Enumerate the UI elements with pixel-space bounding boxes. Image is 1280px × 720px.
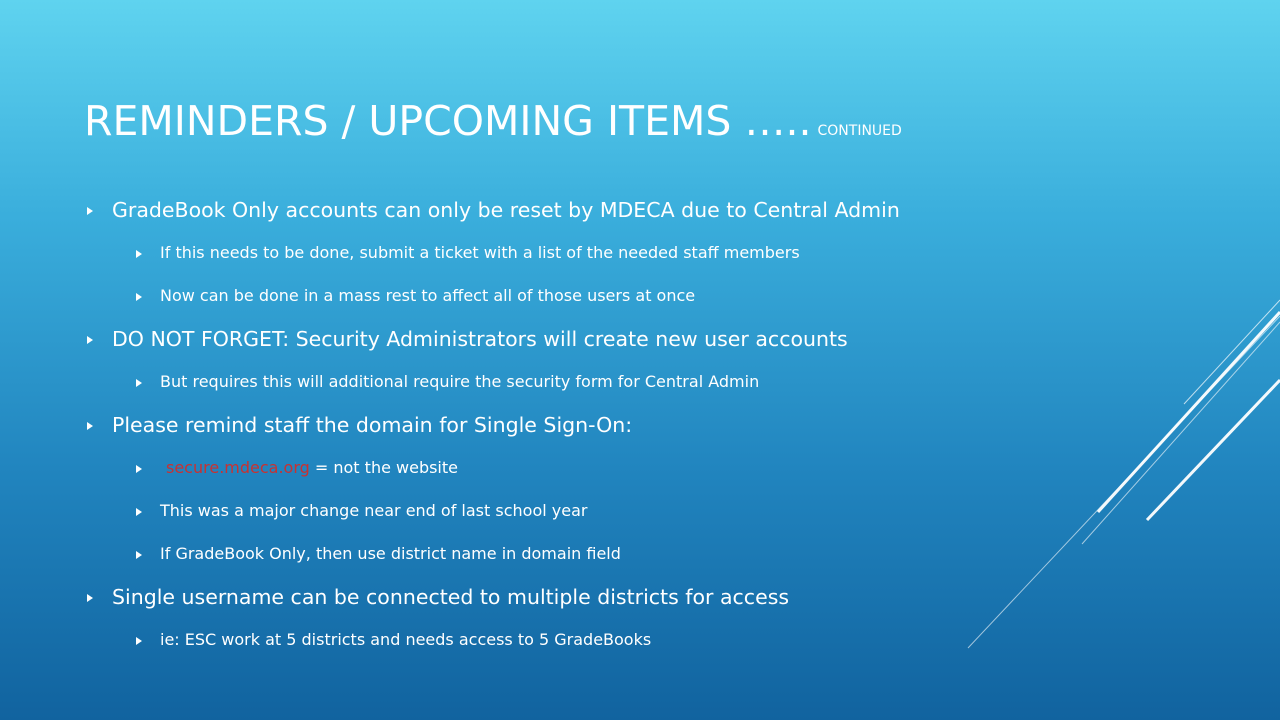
bullet-text: This was a major change near end of last school year <box>160 501 588 520</box>
bullet-arrow-icon <box>136 637 142 645</box>
bullet-text: If GradeBook Only, then use district name in domain field <box>160 544 621 563</box>
bullet-arrow-icon <box>136 508 142 516</box>
bullet-arrow-icon <box>87 594 93 602</box>
bullet-list <box>84 191 1184 664</box>
sub-bullet-item <box>84 621 1184 664</box>
bullet-text: Please remind staff the domain for Single Sign-On: <box>112 413 633 437</box>
bullet-item <box>84 191 1184 234</box>
bullet-text: If this needs to be done, submit a ticket with a list of the needed staff members <box>160 243 800 262</box>
bullet-text: But requires this will additional require the security form for Central Admin <box>160 372 760 391</box>
bullet-text: = not the website <box>309 458 458 477</box>
sub-bullet-item <box>84 277 1184 320</box>
bullet-text: Now can be done in a mass rest to affect all of those users at once <box>160 286 696 305</box>
bullet-arrow-icon <box>87 422 93 430</box>
slide-title-suffix: CONTINUED <box>817 123 902 139</box>
bullet-item <box>84 320 1184 363</box>
bullet-item <box>84 578 1184 621</box>
bullet-text: ie: ESC work at 5 districts and needs access to 5 GradeBooks <box>160 630 652 649</box>
bullet-arrow-icon <box>136 551 142 559</box>
bullet-arrow-icon <box>87 336 93 344</box>
sub-bullet-item <box>84 234 1184 277</box>
slide-title <box>84 98 902 144</box>
sub-bullet-item <box>84 363 1184 406</box>
domain-link[interactable]: secure.mdeca.org <box>166 458 310 477</box>
sub-bullet-item <box>84 449 1184 492</box>
bullet-arrow-icon <box>136 250 142 258</box>
bullet-arrow-icon <box>87 207 93 215</box>
bullet-arrow-icon <box>136 465 142 473</box>
sub-bullet-item <box>84 492 1184 535</box>
deco-line <box>1184 300 1280 404</box>
sub-bullet-item <box>84 535 1184 578</box>
bullet-item <box>84 406 1184 449</box>
bullet-text: DO NOT FORGET: Security Administrators will create new user accounts <box>112 327 848 351</box>
bullet-text: GradeBook Only accounts can only be reset by MDECA due to Central Admin <box>112 198 900 222</box>
slide-title-main: REMINDERS / UPCOMING ITEMS ….. <box>84 97 812 145</box>
bullet-arrow-icon <box>136 293 142 301</box>
bullet-arrow-icon <box>136 379 142 387</box>
bullet-text: Single username can be connected to multiple districts for access <box>112 585 790 609</box>
